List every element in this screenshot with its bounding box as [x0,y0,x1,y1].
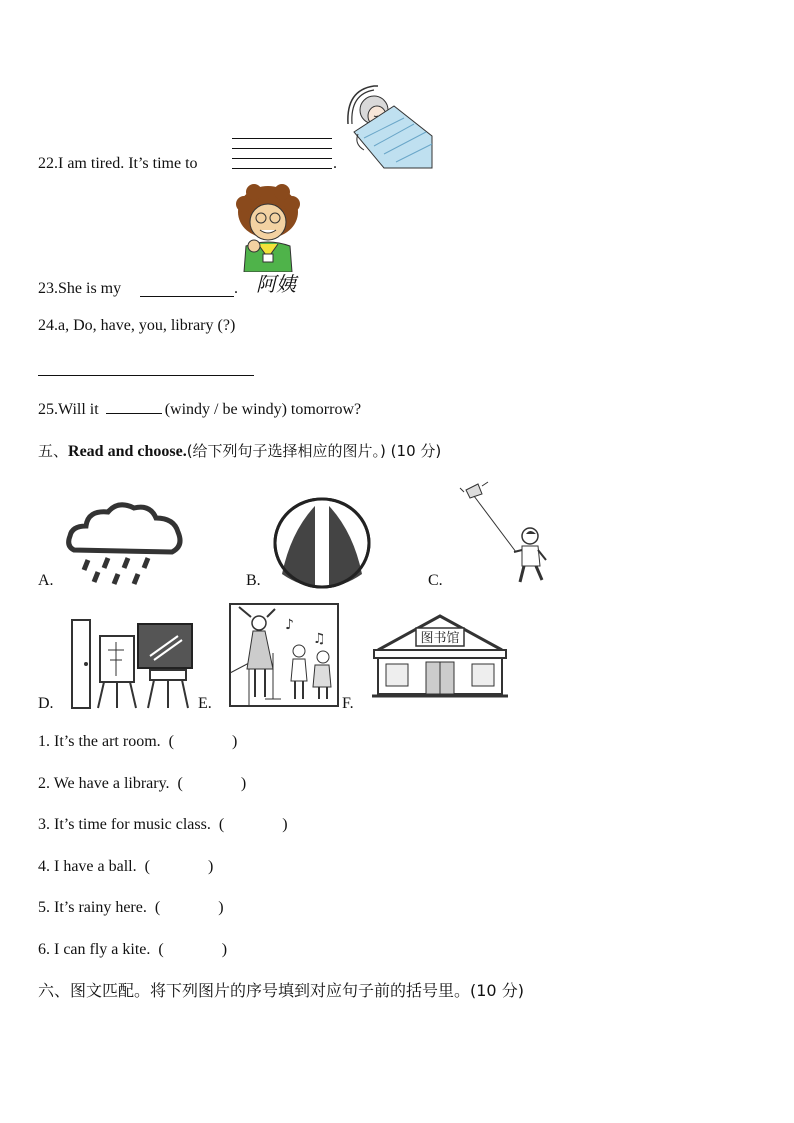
option-e-label: E. [198,695,212,712]
ball-image [272,496,372,590]
question-24 [38,316,235,336]
sentence-row [38,898,229,918]
sentence-text: 6. I can fly a kite. [38,941,151,958]
question-number: 25. [38,401,58,418]
section-title-en: Read and choose. [68,443,187,460]
answer-parentheses[interactable]: ( ) [154,899,224,916]
option-d-label: D. [38,695,54,712]
question-number: 24. [38,317,58,334]
question-22-period: . [333,155,337,172]
answer-parentheses[interactable]: ( ) [144,858,214,875]
kite-boy-image [456,476,552,588]
svg-text:♫: ♫ [313,631,326,647]
sleeping-girl-image [344,84,434,170]
question-23 [38,279,121,299]
question-number: 23. [38,280,58,297]
sentence-row [38,857,219,877]
answer-parentheses[interactable]: ( ) [168,733,238,750]
section-number: 五、 [38,442,69,460]
answer-parentheses[interactable]: ( ) [177,775,247,792]
rain-cloud-image [64,500,184,590]
answer-lines-22[interactable] [232,138,332,170]
question-text-pre: Will it [58,401,99,418]
question-25 [38,399,361,420]
question-text: I am tired. It’s time to [58,155,198,172]
sentence-row [38,732,243,752]
section-6-heading: 六、图文匹配。将下列图片的序号填到对应句子前的括号里。(10 分) [38,981,524,1000]
question-23-period: . [234,280,238,297]
option-f-label: F. [342,695,354,712]
answer-parentheses[interactable]: ( ) [158,941,228,958]
sentence-row [38,774,252,794]
section-title-cn: (给下列句子选择相应的图片。) (10 分) [186,442,442,460]
question-text: She is my [58,280,122,297]
art-room-image [70,616,194,710]
question-22 [38,154,198,174]
option-b-label: B. [246,572,261,589]
sentence-text: 2. We have a library. [38,775,170,792]
sentence-text: 5. It’s rainy here. [38,899,147,916]
sentence-text: 4. I have a ball. [38,858,137,875]
answer-parentheses[interactable]: ( ) [218,816,288,833]
section-5-heading [38,441,441,462]
question-text-post: (windy / be windy) tomorrow? [164,401,362,418]
answer-blank-23[interactable] [140,282,234,297]
library-image [370,612,510,698]
answer-blank-25[interactable] [106,399,162,414]
question-number: 22. [38,155,58,172]
aunt-image [236,184,300,272]
music-class-image [229,603,339,707]
sentence-row [38,815,293,835]
sentence-text: 3. It’s time for music class. [38,816,211,833]
library-sign-text: 图书馆 [420,631,460,646]
answer-line-24[interactable] [38,375,254,376]
sentence-text: 1. It’s the art room. [38,733,161,750]
sentence-row [38,940,232,960]
question-text: a, Do, have, you, library (?) [58,317,236,334]
option-c-label: C. [428,572,443,589]
aunt-label: 阿姨 [256,272,296,296]
svg-text:♪: ♪ [285,617,294,633]
option-a-label: A. [38,572,54,589]
